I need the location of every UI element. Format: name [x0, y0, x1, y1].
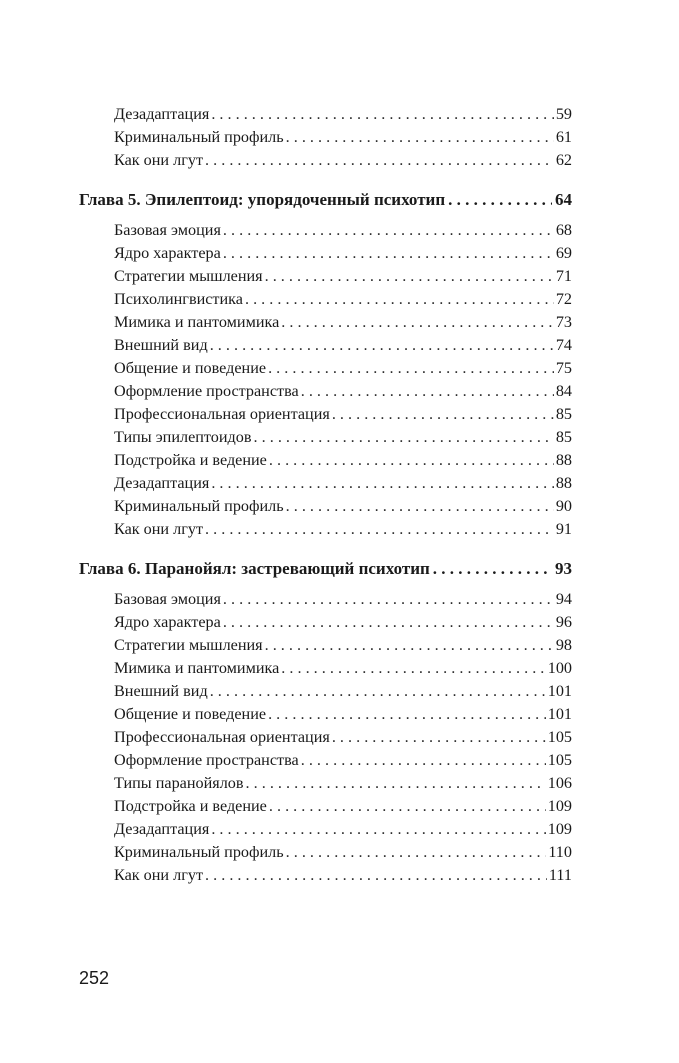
toc-entry	[114, 864, 572, 886]
toc-entry-title: Дезадаптация	[114, 105, 210, 123]
toc-entry-page: 110	[548, 843, 572, 861]
toc-entry	[114, 403, 572, 425]
toc-entry-title: Внешний вид	[114, 682, 208, 700]
toc-entry-page: 109	[547, 797, 572, 815]
toc-entry-title: Ядро характера	[114, 613, 221, 631]
toc-entry-title: Профессиональная ориентация	[114, 405, 330, 423]
toc-entry-title: Стратегии мышления	[114, 267, 263, 285]
dot-leader	[268, 703, 546, 725]
toc-entry	[114, 634, 572, 656]
toc-entry	[114, 449, 572, 471]
toc-entry	[114, 657, 572, 679]
toc-entry-page: 69	[555, 244, 572, 262]
dot-leader	[301, 380, 554, 402]
toc-entry	[114, 795, 572, 817]
toc-entry-title: Типы эпилептоидов	[114, 428, 252, 446]
toc-entry	[114, 126, 572, 148]
dot-leader	[265, 634, 554, 656]
toc-entry-title: Подстройка и ведение	[114, 451, 267, 469]
toc-entry-title: Дезадаптация	[114, 820, 210, 838]
dot-leader	[211, 103, 554, 125]
toc-entry	[114, 357, 572, 379]
toc-entry-page: 106	[547, 774, 572, 792]
dot-leader	[210, 334, 554, 356]
toc-entry-page: 73	[555, 313, 572, 331]
toc-entry-page: 88	[555, 474, 572, 492]
toc-entry-page: 98	[555, 636, 572, 654]
toc-entry-page: 101	[547, 682, 572, 700]
dot-leader	[254, 426, 554, 448]
toc-entry-page: 84	[555, 382, 572, 400]
toc-entry-title: Мимика и пантомимика	[114, 313, 280, 331]
toc-entry-page: 85	[555, 428, 572, 446]
toc-entry-page: 59	[555, 105, 572, 123]
toc-entry-title: Оформление пространства	[114, 751, 299, 769]
toc-entry	[114, 219, 572, 241]
toc-entry	[114, 288, 572, 310]
toc-entry-page: 74	[555, 336, 572, 354]
toc-entry-page: 100	[547, 659, 572, 677]
dot-leader	[211, 472, 554, 494]
toc-entry-title: Дезадаптация	[114, 474, 210, 492]
chapter-heading	[79, 188, 572, 212]
dot-leader	[269, 449, 554, 471]
dot-leader	[205, 149, 554, 171]
toc-entry-page: 85	[555, 405, 572, 423]
page-number: 252	[79, 968, 110, 988]
toc-entry	[114, 380, 572, 402]
dot-leader	[433, 557, 552, 581]
toc-entry-page: 62	[555, 151, 572, 169]
toc-entry	[114, 103, 572, 125]
dot-leader	[332, 403, 554, 425]
toc-entry-page: 105	[547, 751, 572, 769]
dot-leader	[205, 518, 554, 540]
dot-leader	[205, 864, 547, 886]
dot-leader	[210, 680, 546, 702]
toc-entry-title: Криминальный профиль	[114, 843, 284, 861]
toc-entry-title: Как они лгут	[114, 866, 204, 884]
toc-entry-page: 71	[555, 267, 572, 285]
toc-entry	[114, 588, 572, 610]
toc-entry-page: 68	[555, 221, 572, 239]
dot-leader	[286, 126, 554, 148]
dot-leader	[269, 795, 546, 817]
chapter-title: Глава 5. Эпилептоид: упорядоченный психотип	[79, 190, 446, 209]
toc-entry-page: 61	[555, 128, 572, 146]
toc-entry-page: 96	[555, 613, 572, 631]
toc-entry-title: Профессиональная ориентация	[114, 728, 330, 746]
toc-entry-title: Мимика и пантомимика	[114, 659, 280, 677]
dot-leader	[246, 772, 546, 794]
toc-entry-title: Стратегии мышления	[114, 636, 263, 654]
toc-entry-page: 101	[547, 705, 572, 723]
toc-entry	[114, 518, 572, 540]
toc-entry-page: 75	[555, 359, 572, 377]
toc-entry	[114, 841, 572, 863]
toc-entry-title: Типы паранойялов	[114, 774, 244, 792]
toc-entry-page: 111	[548, 866, 572, 884]
toc-entry-title: Внешний вид	[114, 336, 208, 354]
dot-leader	[223, 219, 554, 241]
toc-entry	[114, 680, 572, 702]
dot-leader	[223, 588, 554, 610]
chapter-heading	[79, 557, 572, 581]
chapter-page: 64	[555, 190, 572, 209]
toc-entry	[114, 149, 572, 171]
toc-entry-title: Криминальный профиль	[114, 497, 284, 515]
dot-leader	[448, 188, 552, 212]
toc-entry-page: 72	[555, 290, 572, 308]
dot-leader	[286, 841, 547, 863]
toc-entry-title: Оформление пространства	[114, 382, 299, 400]
toc-entry	[114, 703, 572, 725]
toc-entry	[114, 472, 572, 494]
toc-entry	[114, 311, 572, 333]
toc-entry	[114, 749, 572, 771]
dot-leader	[281, 657, 545, 679]
dot-leader	[223, 242, 554, 264]
toc-entry-title: Психолингвистика	[114, 290, 243, 308]
toc-entry-title: Подстройка и ведение	[114, 797, 267, 815]
chapter-page: 93	[555, 559, 572, 578]
chapter-title: Глава 6. Паранойял: застревающий психотип	[79, 559, 430, 578]
toc-entry	[114, 334, 572, 356]
toc-entry-page: 88	[555, 451, 572, 469]
toc-entry-title: Ядро характера	[114, 244, 221, 262]
dot-leader	[286, 495, 554, 517]
toc-entry	[114, 772, 572, 794]
toc-entry-title: Как они лгут	[114, 151, 204, 169]
toc-entry-title: Базовая эмоция	[114, 590, 221, 608]
dot-leader	[265, 265, 554, 287]
toc-entry-title: Криминальный профиль	[114, 128, 284, 146]
dot-leader	[245, 288, 554, 310]
dot-leader	[223, 611, 554, 633]
toc-entry	[114, 726, 572, 748]
toc-entry-page: 109	[547, 820, 572, 838]
toc-entry-page: 105	[547, 728, 572, 746]
dot-leader	[281, 311, 554, 333]
toc-entry-page: 90	[555, 497, 572, 515]
toc-entry-title: Общение и поведение	[114, 705, 267, 723]
dot-leader	[332, 726, 546, 748]
dot-leader	[301, 749, 546, 771]
toc-entry	[114, 426, 572, 448]
toc-entry-title: Общение и поведение	[114, 359, 267, 377]
toc-entry	[114, 265, 572, 287]
dot-leader	[268, 357, 554, 379]
toc-entry-page: 94	[555, 590, 572, 608]
dot-leader	[211, 818, 545, 840]
toc-entry-page: 91	[555, 520, 572, 538]
toc-entry	[114, 818, 572, 840]
toc-entry-title: Как они лгут	[114, 520, 204, 538]
toc-entry-title: Базовая эмоция	[114, 221, 221, 239]
toc-entry	[114, 242, 572, 264]
toc-entry	[114, 495, 572, 517]
toc-entry	[114, 611, 572, 633]
